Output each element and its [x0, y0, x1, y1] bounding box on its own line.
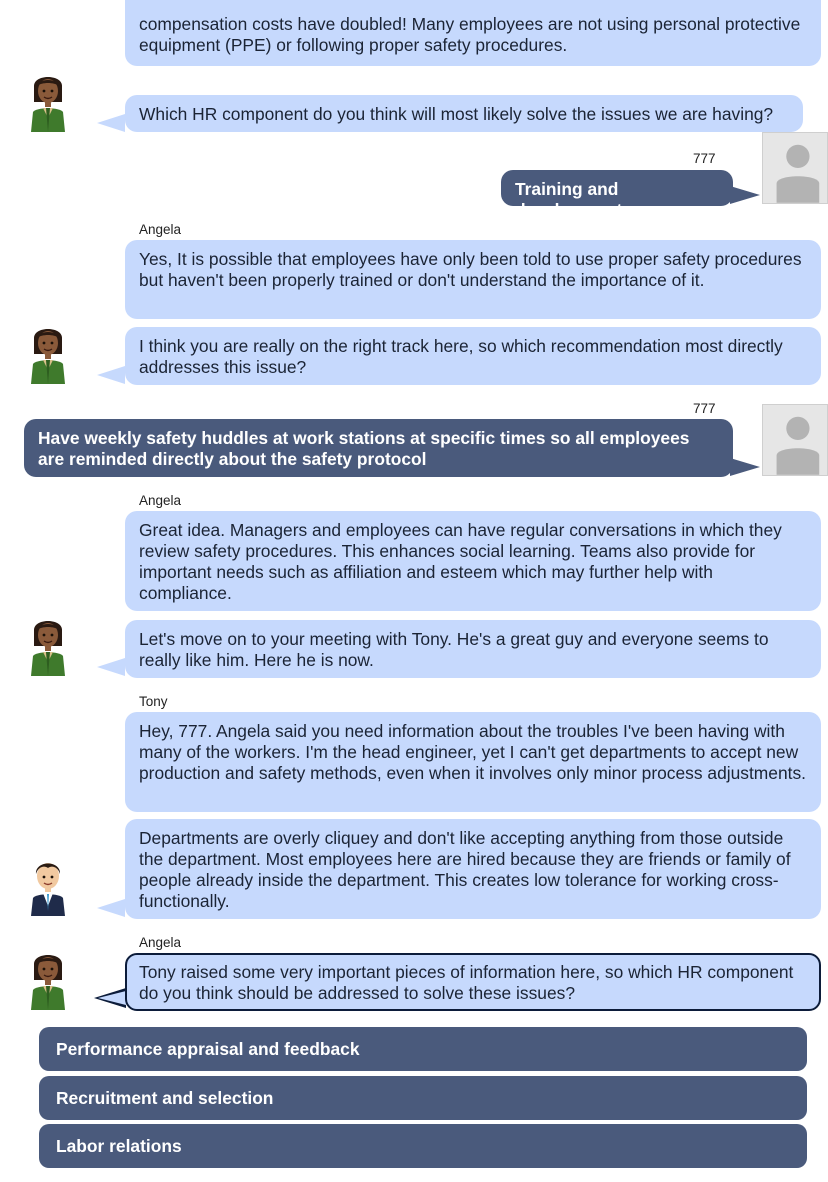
message-text: compensation costs have doubled! Many employees are not using personal protective equipment (PPE) or following proper safety procedures.: [139, 14, 801, 55]
message-text: Let's move on to your meeting with Tony. He's a great guy and everyone seems to really like him. Here he is now.: [139, 629, 769, 670]
angela-avatar: [28, 950, 68, 1010]
message-text: Yes, It is possible that employees have only been told to use proper safety procedures but haven't been properly trained or don't understand the importance of it.: [139, 249, 802, 290]
agent-message-8: [125, 819, 821, 919]
agent-message-2: [125, 95, 803, 132]
user-avatar: [762, 404, 828, 476]
agent-message-current: [125, 953, 821, 1011]
agent-message-3: [125, 240, 821, 319]
agent-message-1: [125, 0, 821, 66]
choice-labor-relations[interactable]: Labor relations: [39, 1124, 807, 1168]
bubble-tail: [97, 899, 125, 917]
message-text: Have weekly safety huddles at work stations at specific times so all employees are reminded directly about the safety protocol: [38, 428, 690, 469]
agent-message-4: [125, 327, 821, 385]
message-text: Hey, 777. Angela said you need information about the troubles I've been having with many of the workers. I'm the head engineer, yet I can't get departments to accept new production and safety methods, even when it involves only minor process adjustments.: [139, 721, 806, 783]
speaker-name: Tony: [139, 694, 168, 709]
bubble-tail: [97, 114, 125, 132]
user-message-1: [501, 170, 733, 220]
user-message-2: [24, 419, 733, 477]
speaker-name: Angela: [139, 222, 182, 237]
agent-message-6: [125, 620, 821, 678]
choice-recruitment-selection[interactable]: Recruitment and selection: [39, 1076, 807, 1120]
bubble-tail: [730, 186, 760, 204]
user-name-label: 777: [693, 401, 716, 416]
choice-performance-appraisal[interactable]: Performance appraisal and feedback: [39, 1027, 807, 1071]
agent-message-7: [125, 712, 821, 812]
angela-avatar: [28, 72, 68, 132]
message-text: Which HR component do you think will most likely solve the issues we are having?: [139, 104, 774, 124]
user-name-label: 777: [693, 151, 716, 166]
message-text: Tony raised some very important pieces of information here, so which HR component do you think should be addressed to solve these issues?: [139, 962, 794, 1003]
speaker-name: Angela: [139, 493, 182, 508]
angela-avatar: [28, 324, 68, 384]
bubble-tail: [94, 988, 126, 1008]
message-text: Training and development: [515, 179, 623, 220]
message-text: Great idea. Managers and employees can have regular conversations in which they review safety procedures. This enhances social learning. Teams also provide for important needs such as affiliation and esteem which may further help with compliance.: [139, 520, 782, 603]
message-text: Departments are overly cliquey and don't like accepting anything from those outside the department. Most employees here are hired because they are friends or family of people already inside the department. This creates low tolerance for working cross-functionally.: [139, 828, 791, 911]
bubble-tail: [97, 366, 125, 384]
angela-avatar: [28, 616, 68, 676]
message-text: I think you are really on the right track here, so which recommendation most directly addresses this issue?: [139, 336, 783, 377]
tony-avatar: [28, 856, 68, 916]
bubble-tail: [730, 458, 760, 476]
speaker-name: Angela: [139, 935, 182, 950]
user-avatar: [762, 132, 828, 204]
bubble-tail: [97, 658, 125, 676]
agent-message-5: [125, 511, 821, 611]
